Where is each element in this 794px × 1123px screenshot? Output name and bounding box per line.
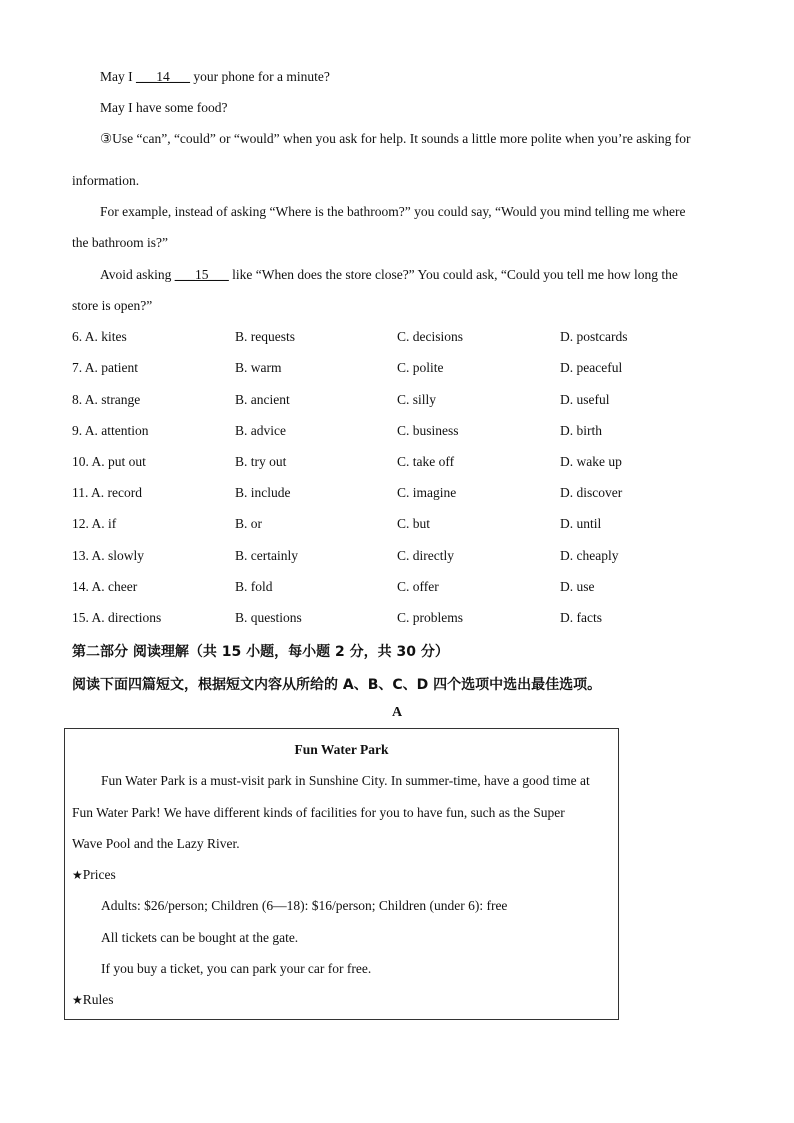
blank-15: ___15___ <box>174 267 229 282</box>
option-d: D. cheaply <box>560 548 619 563</box>
notice-paragraph-line: Wave Pool and the Lazy River. <box>72 836 240 851</box>
option-a: 15. A. directions <box>72 610 162 625</box>
option-c: C. polite <box>397 360 444 375</box>
option-d: D. use <box>560 579 595 594</box>
passage-line-4: information. <box>72 173 140 188</box>
option-c: C. take off <box>397 454 455 469</box>
option-a: 8. A. strange <box>72 392 141 407</box>
passage-line-3: ③Use “can”, “could” or “would” when you ask for help. It sounds a little more polite when you’re asking for <box>100 131 691 146</box>
passage-line-8: store is open?” <box>72 298 153 313</box>
option-c: C. offer <box>397 579 439 594</box>
option-c: C. decisions <box>397 329 463 344</box>
option-d: D. postcards <box>560 329 628 344</box>
option-d: D. until <box>560 516 602 531</box>
option-b: B. try out <box>235 454 287 469</box>
option-a: 14. A. cheer <box>72 579 138 594</box>
option-c: C. directly <box>397 548 454 563</box>
notice-box <box>64 728 619 1020</box>
option-c: C. imagine <box>397 485 457 500</box>
option-a: 7. A. patient <box>72 360 138 375</box>
notice-paragraph-line: Fun Water Park is a must-visit park in Sunshine City. In summer-time, have a good time at <box>101 773 590 788</box>
option-a: 13. A. slowly <box>72 548 145 563</box>
star-icon: ★ <box>72 993 83 1007</box>
option-b: B. fold <box>235 579 273 594</box>
passage-line-5: For example, instead of asking “Where is the bathroom?” you could say, “Would you mind telling me where <box>100 204 686 219</box>
rules-label-text: Rules <box>82 992 114 1007</box>
passage-line-7 <box>100 267 678 283</box>
blank-14: ___14___ <box>136 69 190 84</box>
passage-text: Avoid asking <box>100 267 175 282</box>
option-d: D. discover <box>560 485 623 500</box>
option-b: B. include <box>235 485 291 500</box>
passage-letter: A <box>391 705 403 720</box>
option-a: 12. A. if <box>72 516 117 531</box>
notice-paragraph-line: Fun Water Park! We have different kinds of facilities for you to have fun, such as the Super <box>72 805 565 820</box>
prices-label-text: Prices <box>82 867 116 882</box>
option-c: C. problems <box>397 610 463 625</box>
prices-label <box>72 867 116 883</box>
option-a: 9. A. attention <box>72 423 149 438</box>
section-heading: 第二部分 阅读理解（共 15 小题，每小题 2 分，共 30 分） <box>72 644 449 660</box>
rules-label <box>72 992 114 1008</box>
option-b: B. or <box>235 516 262 531</box>
option-d: D. peaceful <box>560 360 623 375</box>
option-a: 11. A. record <box>72 485 142 500</box>
option-b: B. requests <box>235 329 295 344</box>
option-c: C. silly <box>397 392 437 407</box>
option-b: B. certainly <box>235 548 298 563</box>
option-a: 10. A. put out <box>72 454 146 469</box>
passage-line-6: the bathroom is?” <box>72 235 168 250</box>
section-instruction: 阅读下面四篇短文，根据短文内容从所给的 A、B、C、D 四个选项中选出最佳选项。 <box>72 677 602 693</box>
option-b: B. warm <box>235 360 282 375</box>
passage-line-1 <box>100 69 330 85</box>
option-d: D. facts <box>560 610 602 625</box>
price-line: Adults: $26/person; Children (6—18): $16/person; Children (under 6): free <box>101 898 508 913</box>
option-d: D. useful <box>560 392 610 407</box>
passage-text: your phone for a minute? <box>190 69 330 84</box>
star-icon: ★ <box>72 868 83 882</box>
passage-line-2: May I have some food? <box>100 100 228 115</box>
parking-line: If you buy a ticket, you can park your car for free. <box>101 961 372 976</box>
option-c: C. business <box>397 423 459 438</box>
option-d: D. wake up <box>560 454 622 469</box>
option-c: C. but <box>397 516 431 531</box>
option-b: B. advice <box>235 423 286 438</box>
ticket-line: All tickets can be bought at the gate. <box>101 930 299 945</box>
option-b: B. ancient <box>235 392 290 407</box>
passage-text: like “When does the store close?” You could ask, “Could you tell me how long the <box>228 267 678 282</box>
passage-text: May I <box>100 69 136 84</box>
option-d: D. birth <box>560 423 602 438</box>
option-b: B. questions <box>235 610 302 625</box>
option-a: 6. A. kites <box>72 329 127 344</box>
notice-title: Fun Water Park <box>294 742 389 757</box>
